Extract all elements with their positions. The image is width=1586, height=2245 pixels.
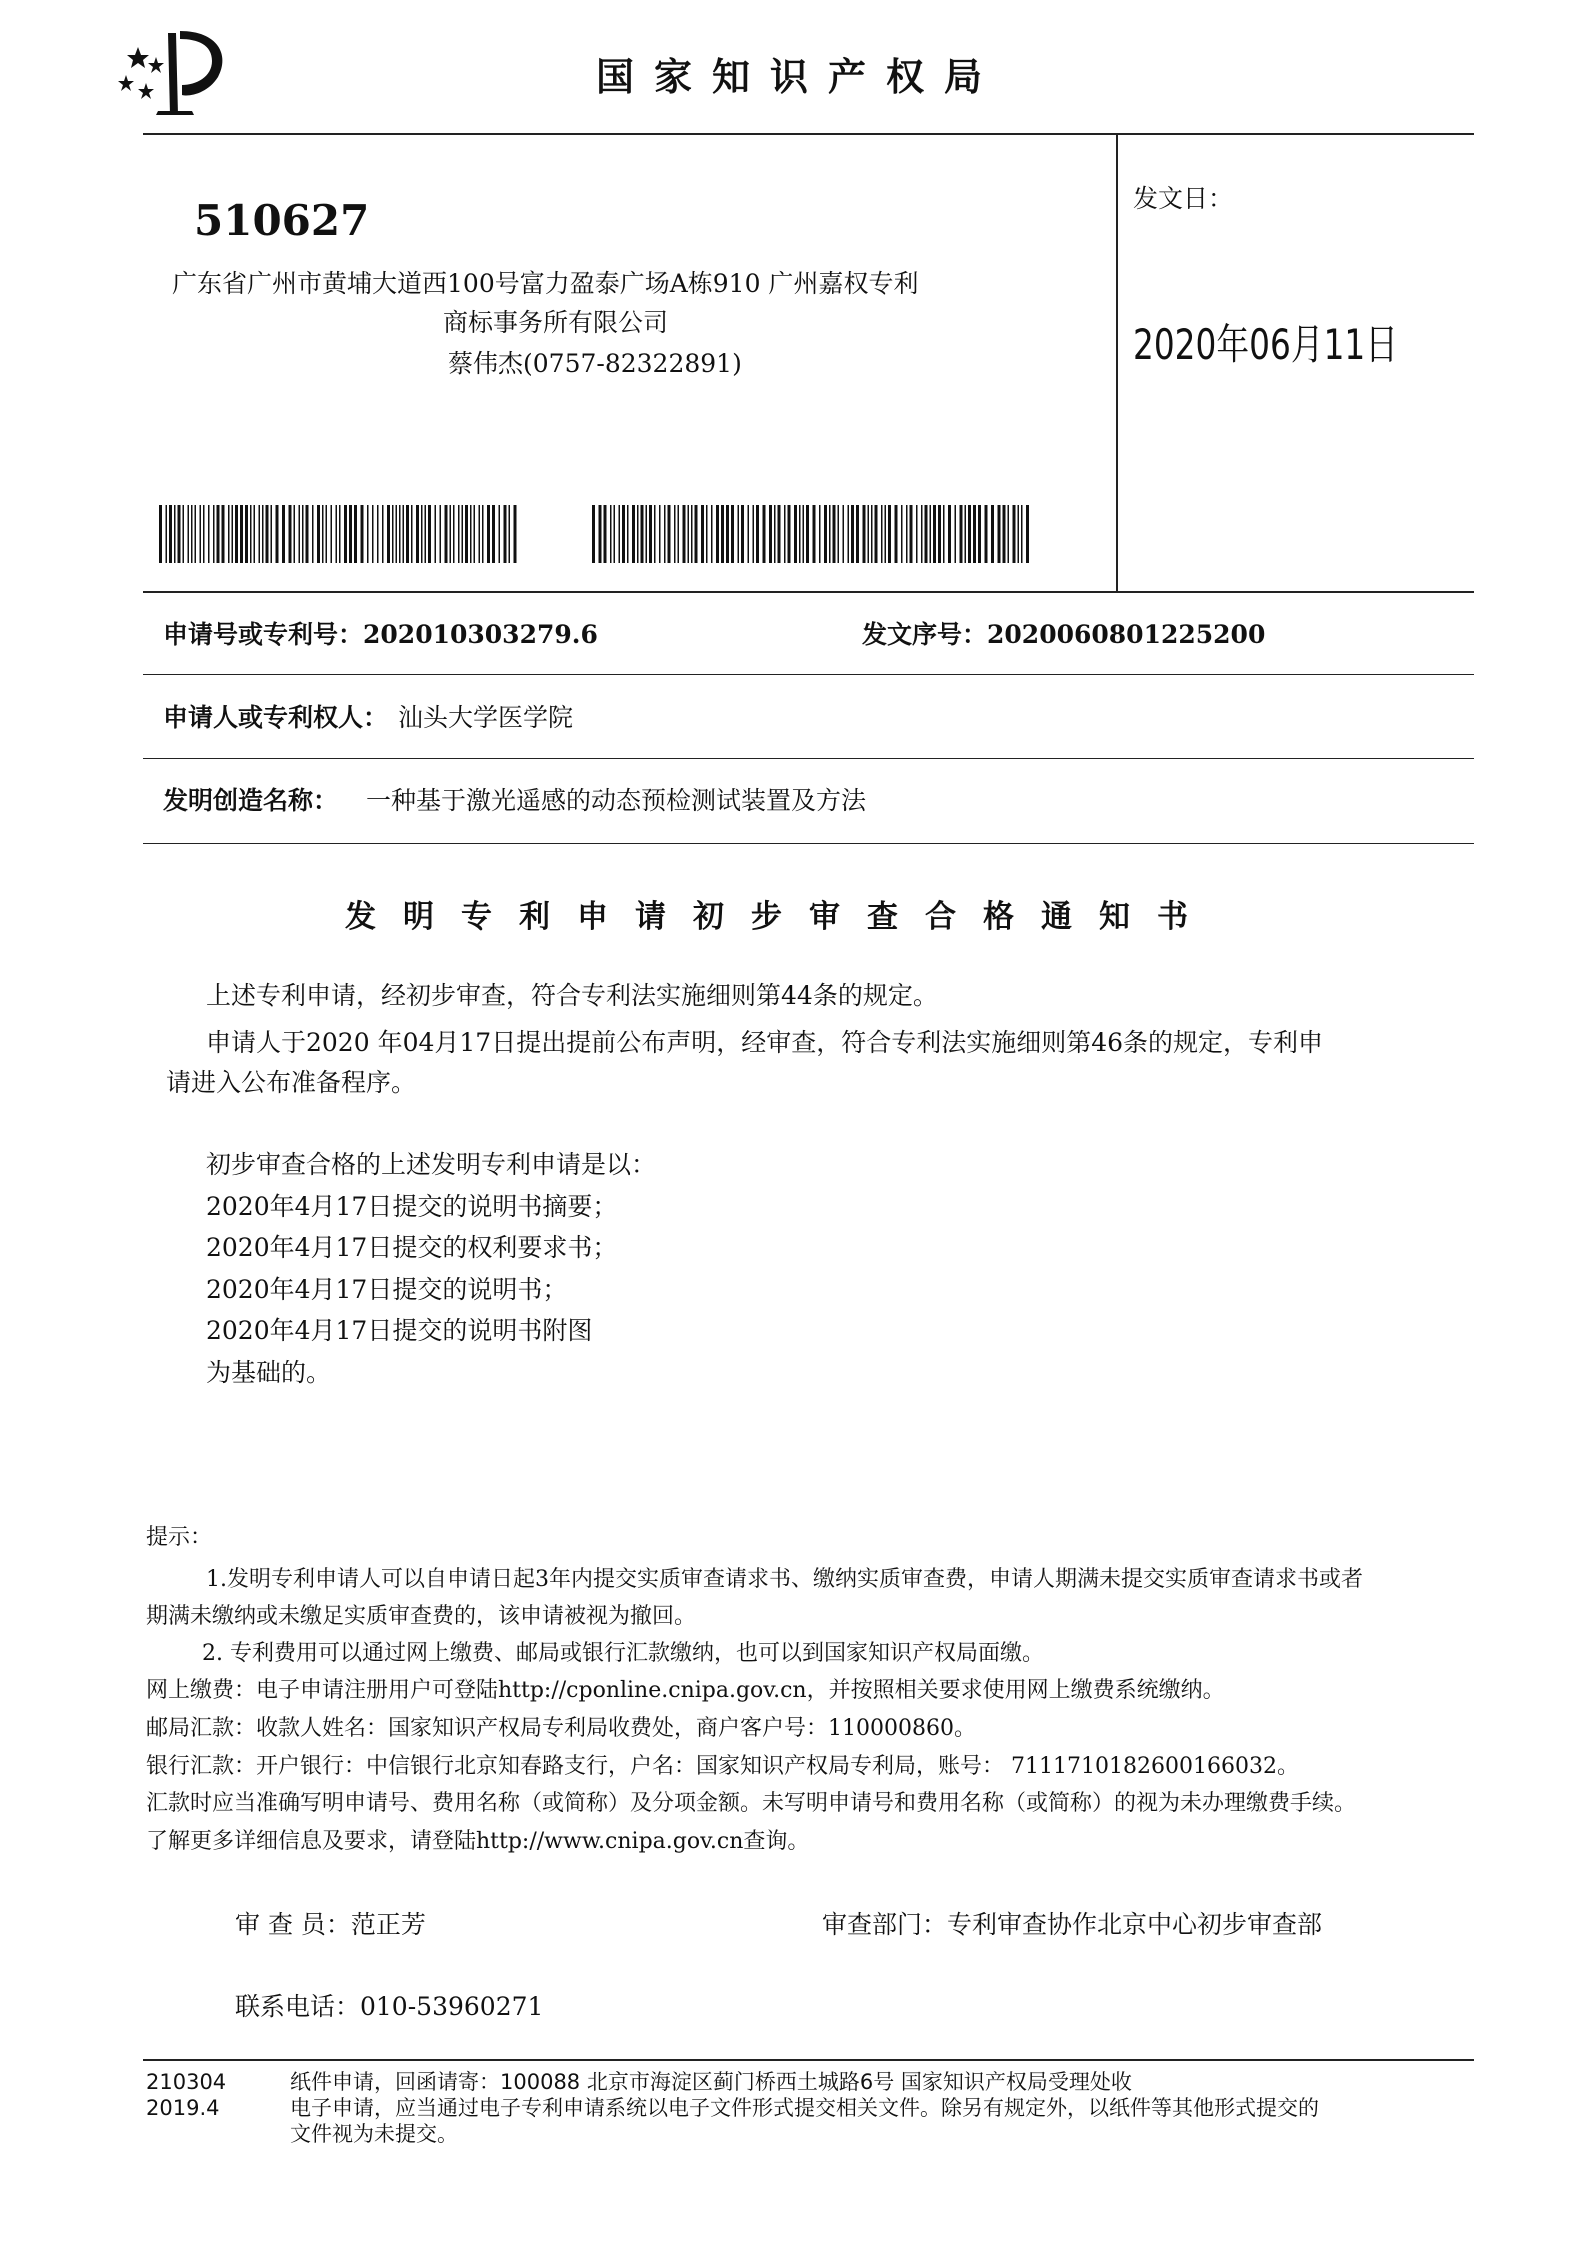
barcode-bar xyxy=(654,505,656,563)
barcode-bar xyxy=(741,505,744,563)
barcode-left xyxy=(159,505,521,563)
invention-name-label: 发明创造名称： xyxy=(163,786,339,815)
barcode-bar xyxy=(799,505,801,563)
barcode-bar xyxy=(428,505,431,563)
barcode-bar xyxy=(678,505,680,563)
barcode-bar xyxy=(411,505,413,563)
barcode-bar xyxy=(1013,505,1016,563)
tip-online-payment: 网上缴费：电子申请注册用户可登陆http://cponline.cnipa.gov.cn，并按照相关要求使用网上缴费系统缴纳。 xyxy=(146,1678,1225,1703)
serial-number-value: 2020060801225200 xyxy=(987,620,1266,649)
barcode-bar xyxy=(726,505,729,563)
office-name: 国家知识产权局 xyxy=(596,55,1003,99)
barcode-bar xyxy=(222,505,225,563)
barcode-bar xyxy=(794,505,797,563)
barcode-bar xyxy=(367,505,369,563)
applicant xyxy=(163,700,573,736)
barcode-bar xyxy=(778,505,781,563)
barcode-bar xyxy=(282,505,285,563)
tip-bank-payment: 银行汇款：开户银行：中信银行北京知春路支行，户名：国家知识产权局专利局，账号： 7111710182600166032。 xyxy=(146,1754,1299,1779)
barcode-bar xyxy=(361,505,364,563)
footer-line-3: 文件视为未提交。 xyxy=(290,2122,458,2146)
barcode-bar xyxy=(683,505,686,563)
barcode-bar xyxy=(965,505,967,563)
barcode-bar xyxy=(421,505,423,563)
barcode-bar xyxy=(806,505,809,563)
barcode-bar xyxy=(306,505,309,563)
barcode-bar xyxy=(695,505,698,563)
tip-1-line-2: 期满未缴纳或未缴足实质审查费的，该申请被视为撤回。 xyxy=(146,1604,697,1629)
form-code: 210304 xyxy=(146,2070,227,2094)
barcode-bar xyxy=(195,505,197,563)
barcode-bar xyxy=(637,505,639,563)
barcode-bar xyxy=(622,505,625,563)
barcode-bar xyxy=(453,505,455,563)
barcode-bar xyxy=(354,505,357,563)
barcode-bar xyxy=(1026,505,1029,563)
info-divider-1 xyxy=(143,674,1474,675)
barcode-bar xyxy=(641,505,644,563)
barcode-bar xyxy=(664,505,666,563)
address-line-2: 商标事务所有限公司 xyxy=(443,308,669,337)
examiner: 审 查 员：范正芳 xyxy=(235,1910,426,1939)
date-column-divider xyxy=(1116,133,1118,591)
barcode-bar xyxy=(514,505,517,563)
barcode-bar xyxy=(774,505,776,563)
applicant-label: 申请人或专利权人： xyxy=(163,703,389,732)
basis-item-3: 2020年4月17日提交的说明书； xyxy=(206,1275,568,1304)
barcode-bar xyxy=(416,505,419,563)
issue-date-value: 2020年06月11日 xyxy=(1133,320,1399,369)
barcode-bar xyxy=(599,505,602,563)
barcode-bar xyxy=(294,505,296,563)
barcode-bar xyxy=(166,505,168,563)
barcode-bar xyxy=(731,505,734,563)
barcode-bar xyxy=(245,505,248,563)
barcode-bar xyxy=(738,505,740,563)
barcode-bar xyxy=(833,505,836,563)
barcode-bar xyxy=(748,505,750,563)
barcode-bar xyxy=(930,505,932,563)
address-line-1: 广东省广州市黄埔大道西100号富力盈泰广场A栋910 广州嘉权专利 xyxy=(172,269,919,298)
barcode-bar xyxy=(228,505,230,563)
cnipa-logo xyxy=(118,25,238,120)
barcode-bar xyxy=(788,505,791,563)
barcode-bar xyxy=(203,505,205,563)
barcode-bar xyxy=(701,505,704,563)
barcode-bar xyxy=(619,505,621,563)
barcode-bar xyxy=(881,505,883,563)
application-number-label: 申请号或专利号： xyxy=(163,620,364,649)
barcode-bar xyxy=(763,505,766,563)
barcode-bar xyxy=(406,505,409,563)
barcode-bar xyxy=(470,505,472,563)
barcode-bar xyxy=(299,505,301,563)
barcode-bar xyxy=(627,505,629,563)
barcode-bar xyxy=(871,505,873,563)
application-number xyxy=(163,617,598,653)
barcode-bar xyxy=(863,505,866,563)
barcode-bar xyxy=(344,505,347,563)
barcode-bar xyxy=(276,505,279,563)
barcode-bar xyxy=(458,505,460,563)
barcode-bar xyxy=(262,505,264,563)
basis-item-4: 2020年4月17日提交的说明书附图 xyxy=(206,1316,593,1345)
barcode-bar xyxy=(289,505,292,563)
barcode-bar xyxy=(659,505,661,563)
barcode-bar xyxy=(933,505,936,563)
barcode-bar xyxy=(159,505,162,563)
contact-phone: 联系电话：010-53960271 xyxy=(235,1992,544,2021)
barcode-bar xyxy=(339,505,341,563)
barcode-bar xyxy=(331,505,333,563)
applicant-value: 汕头大学医学院 xyxy=(398,703,574,732)
serial-number xyxy=(862,617,1265,653)
barcode-bar xyxy=(691,505,693,563)
barcode-bar xyxy=(925,505,928,563)
barcode-bar xyxy=(674,505,676,563)
barcode-bar xyxy=(382,505,384,563)
tip-remit-note: 汇款时应当准确写明申请号、费用名称（或简称）及分项金额。未写明申请号和费用名称（或简称）的视为未办理缴费手续。 xyxy=(146,1791,1357,1816)
barcode-bar xyxy=(259,505,261,563)
contact-person: 蔡伟杰(0757-82322891) xyxy=(448,349,742,378)
barcode-bar xyxy=(948,505,951,563)
barcode-bar xyxy=(668,505,671,563)
barcode-bar xyxy=(479,505,481,563)
barcode-bar xyxy=(998,505,1001,563)
tip-2: 2. 专利费用可以通过网上缴费、邮局或银行汇款缴纳，也可以到国家知识产权局面缴。 xyxy=(202,1641,1044,1666)
barcode-bar xyxy=(178,505,181,563)
barcode-bar xyxy=(901,505,903,563)
barcode-bar xyxy=(991,505,994,563)
tip-1-line-1: 1.发明专利申请人可以自申请日起3年内提交实质审查请求书、缴纳实质审查费，申请人期满未提交实质审查请求书或者 xyxy=(206,1567,1363,1592)
barcode-bar xyxy=(487,505,490,563)
barcode-bar xyxy=(838,505,840,563)
barcode-bar xyxy=(188,505,190,563)
barcode-bar xyxy=(425,505,427,563)
barcode-bar xyxy=(232,505,234,563)
notice-para-2-line-2: 请进入公布准备程序。 xyxy=(166,1068,417,1097)
barcode-bar xyxy=(910,505,913,563)
info-divider-3 xyxy=(143,843,1474,844)
barcode-bar xyxy=(392,505,394,563)
barcode-bar xyxy=(711,505,713,563)
barcode-bar xyxy=(217,505,220,563)
barcode-bar xyxy=(509,505,511,563)
barcode-bar xyxy=(396,505,398,563)
barcode-right xyxy=(592,505,1034,563)
barcode-bar xyxy=(968,505,971,563)
examining-department: 审查部门：专利审查协作北京中心初步审查部 xyxy=(822,1910,1323,1939)
header-divider xyxy=(143,133,1474,135)
barcode-bar xyxy=(450,505,452,563)
barcode-bar xyxy=(465,505,468,563)
basis-intro: 初步审查合格的上述发明专利申请是以： xyxy=(206,1150,657,1179)
barcode-bar xyxy=(499,505,501,563)
barcode-bar xyxy=(895,505,898,563)
barcode-bar xyxy=(943,505,945,563)
barcode-bar xyxy=(266,505,269,563)
barcode-bar xyxy=(183,505,185,563)
barcode-bar xyxy=(813,505,816,563)
barcode-bar xyxy=(1008,505,1010,563)
barcode-bar xyxy=(721,505,724,563)
barcode-bar xyxy=(592,505,595,563)
footer-line-2: 电子申请，应当通过电子专利申请系统以电子文件形式提交相关文件。除另有规定外，以纸件等其他形式提交的 xyxy=(290,2096,1319,2120)
barcode-bar xyxy=(614,505,616,563)
barcode-bar xyxy=(250,505,252,563)
barcode-bar xyxy=(169,505,172,563)
barcode-bar xyxy=(440,505,442,563)
tip-more-info: 了解更多详细信息及要求，请登陆http://www.cnipa.gov.cn查询。 xyxy=(146,1829,810,1854)
info-divider-2 xyxy=(143,758,1474,759)
barcode-bar xyxy=(474,505,476,563)
form-version: 2019.4 xyxy=(146,2096,220,2120)
barcode-bar xyxy=(435,505,437,563)
barcode-bar xyxy=(312,505,314,563)
barcode-bar xyxy=(803,505,805,563)
address-bottom-divider xyxy=(143,591,1474,593)
barcode-bar xyxy=(753,505,755,563)
barcode-bar xyxy=(377,505,379,563)
barcode-bar xyxy=(960,505,963,563)
application-number-value: 202010303279.6 xyxy=(363,620,598,649)
barcode-bar xyxy=(208,505,210,563)
barcode-bar xyxy=(372,505,374,563)
barcode-bar xyxy=(271,505,273,563)
barcode-bar xyxy=(888,505,891,563)
barcode-bar xyxy=(1021,505,1023,563)
barcode-bar xyxy=(856,505,859,563)
barcode-bar xyxy=(916,505,918,563)
barcode-bar xyxy=(769,505,772,563)
barcode-bar xyxy=(492,505,495,563)
tips-heading: 提示： xyxy=(146,1525,213,1550)
barcode-bar xyxy=(784,505,786,563)
footer-line-1: 纸件申请，回函请寄：100088 北京市海淀区蓟门桥西土城路6号 国家知识产权局受理处收 xyxy=(290,2070,1132,2094)
barcode-bar xyxy=(399,505,401,563)
barcode-bar xyxy=(646,505,648,563)
barcode-bar xyxy=(1018,505,1020,563)
barcode-bar xyxy=(349,505,352,563)
barcode-bar xyxy=(973,505,976,563)
notice-para-2-line-1: 申请人于2020 年04月17日提出提前公布声明，经审查，符合专利法实施细则第46条的规定，专利申 xyxy=(206,1028,1324,1057)
barcode-bar xyxy=(848,505,850,563)
barcode-bar xyxy=(317,505,320,563)
barcode-bar xyxy=(1003,505,1006,563)
barcode-bar xyxy=(938,505,941,563)
notice-title: 发明专利申请初步审查合格通知书 xyxy=(345,899,1215,935)
barcode-bar xyxy=(482,505,484,563)
footer-divider xyxy=(143,2059,1474,2061)
barcode-bar xyxy=(756,505,759,563)
postcode: 510627 xyxy=(194,196,370,245)
barcode-bar xyxy=(906,505,908,563)
barcode-bar xyxy=(688,505,690,563)
notice-para-1: 上述专利申请，经初步审查，符合专利法实施细则第44条的规定。 xyxy=(206,981,938,1010)
barcode-bar xyxy=(191,505,193,563)
tip-post-payment: 邮局汇款：收款人姓名：国家知识产权局专利局收费处，商户客户号：110000860。 xyxy=(146,1716,976,1741)
barcode-bar xyxy=(716,505,719,563)
barcode-bar xyxy=(336,505,338,563)
barcode-bar xyxy=(240,505,243,563)
barcode-bar xyxy=(322,505,324,563)
invention-name xyxy=(163,783,866,819)
barcode-bar xyxy=(875,505,878,563)
barcode-bar xyxy=(868,505,870,563)
barcode-bar xyxy=(706,505,708,563)
barcode-bar xyxy=(302,505,304,563)
barcode-bar xyxy=(829,505,831,563)
barcode-bar xyxy=(200,505,202,563)
barcode-bar xyxy=(921,505,923,563)
serial-number-label: 发文序号： xyxy=(862,620,988,649)
barcode-bar xyxy=(649,505,652,563)
barcode-bar xyxy=(387,505,390,563)
barcode-bar xyxy=(610,505,612,563)
barcode-bar xyxy=(504,505,507,563)
basis-item-2: 2020年4月17日提交的权利要求书； xyxy=(206,1233,618,1262)
barcode-bar xyxy=(632,505,635,563)
barcode-bar xyxy=(445,505,448,563)
barcode-bar xyxy=(403,505,405,563)
barcode-bar xyxy=(604,505,607,563)
barcode-bar xyxy=(978,505,981,563)
barcode-bar xyxy=(955,505,957,563)
barcode-bar xyxy=(174,505,176,563)
barcode-bar xyxy=(326,505,328,563)
barcode-bar xyxy=(843,505,845,563)
barcode-bar xyxy=(462,505,464,563)
invention-name-value: 一种基于激光遥感的动态预检测试装置及方法 xyxy=(366,786,867,815)
barcode-bar xyxy=(819,505,821,563)
barcode-bar xyxy=(985,505,988,563)
barcode-bar xyxy=(885,505,887,563)
barcode-bar xyxy=(851,505,854,563)
basis-end: 为基础的。 xyxy=(206,1358,332,1387)
issue-date-label: 发文日： xyxy=(1133,184,1234,213)
barcode-bar xyxy=(235,505,238,563)
basis-item-1: 2020年4月17日提交的说明书摘要； xyxy=(206,1192,618,1221)
barcode-bar xyxy=(824,505,827,563)
barcode-bar xyxy=(213,505,215,563)
barcode-bar xyxy=(254,505,256,563)
